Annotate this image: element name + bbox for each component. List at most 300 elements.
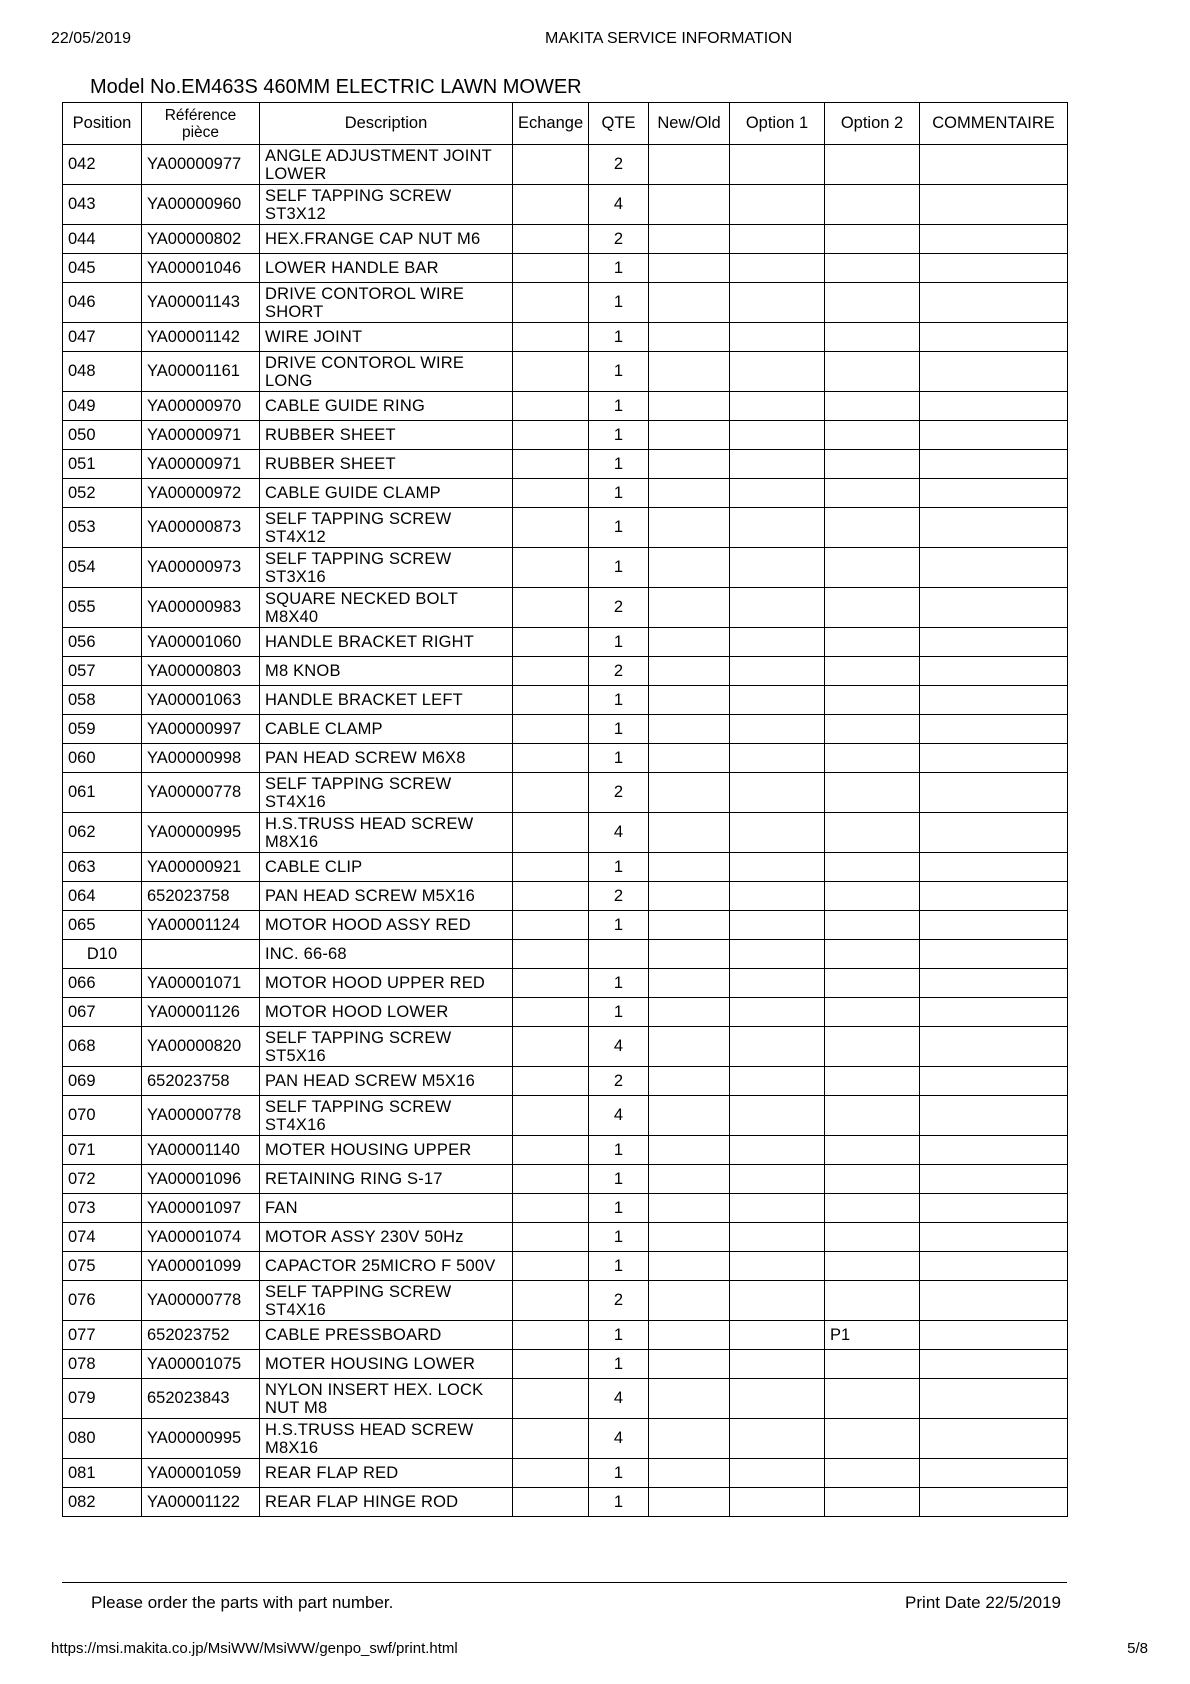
cell-option-2 (825, 421, 920, 450)
cell-reference: YA00001075 (142, 1350, 260, 1379)
cell-reference: YA00001142 (142, 323, 260, 352)
cell-description: MOTER HOUSING LOWER (260, 1350, 513, 1379)
cell-commentaire (920, 352, 1068, 392)
cell-description: CABLE CLAMP (260, 715, 513, 744)
cell-qte: 2 (589, 1281, 649, 1321)
cell-description: MOTOR ASSY 230V 50Hz (260, 1223, 513, 1252)
cell-new-old (649, 1459, 730, 1488)
cell-reference (142, 940, 260, 969)
cell-option-1 (730, 1067, 825, 1096)
table-row (63, 1419, 1068, 1459)
col-header-option-1: Option 1 (730, 103, 825, 145)
cell-new-old (649, 1321, 730, 1350)
cell-option-1 (730, 853, 825, 882)
cell-option-1 (730, 686, 825, 715)
cell-qte: 1 (589, 1488, 649, 1517)
cell-position: 081 (63, 1459, 142, 1488)
table-row (63, 998, 1068, 1027)
cell-commentaire (920, 421, 1068, 450)
table-row (63, 1459, 1068, 1488)
cell-qte: 2 (589, 1067, 649, 1096)
cell-echange (513, 1459, 589, 1488)
cell-echange (513, 744, 589, 773)
cell-position: 075 (63, 1252, 142, 1281)
cell-echange (513, 715, 589, 744)
cell-qte: 4 (589, 1027, 649, 1067)
table-row (63, 1165, 1068, 1194)
cell-reference: 652023843 (142, 1379, 260, 1419)
cell-option-2 (825, 969, 920, 998)
cell-description: SQUARE NECKED BOLT M8X40 (260, 588, 513, 628)
cell-qte: 1 (589, 254, 649, 283)
cell-description: DRIVE CONTOROL WIRE SHORT (260, 283, 513, 323)
cell-commentaire (920, 744, 1068, 773)
cell-qte: 4 (589, 185, 649, 225)
cell-echange (513, 588, 589, 628)
cell-commentaire (920, 940, 1068, 969)
cell-reference: YA00001140 (142, 1136, 260, 1165)
cell-option-2 (825, 1067, 920, 1096)
table-row (63, 715, 1068, 744)
table-row (63, 421, 1068, 450)
cell-option-1 (730, 1281, 825, 1321)
cell-new-old (649, 1281, 730, 1321)
cell-description: PAN HEAD SCREW M5X16 (260, 1067, 513, 1096)
cell-new-old (649, 940, 730, 969)
table-row (63, 813, 1068, 853)
table-row (63, 508, 1068, 548)
cell-qte: 2 (589, 145, 649, 185)
cell-reference: YA00001143 (142, 283, 260, 323)
cell-reference: YA00001046 (142, 254, 260, 283)
cell-option-2 (825, 1252, 920, 1281)
cell-position: 055 (63, 588, 142, 628)
cell-new-old (649, 715, 730, 744)
cell-commentaire (920, 1194, 1068, 1223)
cell-new-old (649, 1488, 730, 1517)
cell-option-2 (825, 1379, 920, 1419)
cell-echange (513, 1281, 589, 1321)
cell-echange (513, 773, 589, 813)
cell-qte: 1 (589, 1459, 649, 1488)
cell-commentaire (920, 715, 1068, 744)
cell-qte: 1 (589, 1136, 649, 1165)
cell-echange (513, 479, 589, 508)
cell-option-2 (825, 1281, 920, 1321)
cell-position: 079 (63, 1379, 142, 1419)
cell-new-old (649, 1379, 730, 1419)
cell-position: 058 (63, 686, 142, 715)
cell-qte: 4 (589, 1096, 649, 1136)
cell-reference: 652023758 (142, 1067, 260, 1096)
cell-description: RUBBER SHEET (260, 421, 513, 450)
cell-echange (513, 1379, 589, 1419)
cell-description: DRIVE CONTOROL WIRE LONG (260, 352, 513, 392)
cell-qte: 1 (589, 450, 649, 479)
cell-option-1 (730, 283, 825, 323)
cell-new-old (649, 479, 730, 508)
cell-echange (513, 911, 589, 940)
cell-qte: 1 (589, 352, 649, 392)
cell-commentaire (920, 283, 1068, 323)
cell-position: 044 (63, 225, 142, 254)
cell-qte: 1 (589, 283, 649, 323)
cell-option-2 (825, 686, 920, 715)
cell-commentaire (920, 392, 1068, 421)
cell-option-1 (730, 185, 825, 225)
cell-new-old (649, 911, 730, 940)
cell-option-1 (730, 254, 825, 283)
cell-qte: 1 (589, 323, 649, 352)
cell-option-2 (825, 392, 920, 421)
cell-commentaire (920, 657, 1068, 686)
cell-reference: YA00001071 (142, 969, 260, 998)
table-row (63, 588, 1068, 628)
cell-commentaire (920, 686, 1068, 715)
cell-option-2 (825, 998, 920, 1027)
table-row (63, 686, 1068, 715)
cell-description: H.S.TRUSS HEAD SCREW M8X16 (260, 813, 513, 853)
table-row (63, 185, 1068, 225)
cell-echange (513, 1252, 589, 1281)
cell-echange (513, 882, 589, 911)
cell-new-old (649, 283, 730, 323)
cell-option-1 (730, 323, 825, 352)
cell-echange (513, 969, 589, 998)
cell-commentaire (920, 1350, 1068, 1379)
cell-qte (589, 940, 649, 969)
cell-description: NYLON INSERT HEX. LOCK NUT M8 (260, 1379, 513, 1419)
cell-reference: YA00000778 (142, 773, 260, 813)
cell-qte: 1 (589, 1223, 649, 1252)
cell-new-old (649, 813, 730, 853)
cell-reference: 652023758 (142, 882, 260, 911)
cell-commentaire (920, 1252, 1068, 1281)
cell-new-old (649, 508, 730, 548)
table-row (63, 657, 1068, 686)
cell-commentaire (920, 773, 1068, 813)
cell-echange (513, 628, 589, 657)
cell-position: 064 (63, 882, 142, 911)
cell-commentaire (920, 882, 1068, 911)
cell-option-1 (730, 657, 825, 686)
cell-qte: 1 (589, 421, 649, 450)
cell-reference: YA00001122 (142, 1488, 260, 1517)
table-row (63, 1281, 1068, 1321)
cell-new-old (649, 1419, 730, 1459)
cell-new-old (649, 882, 730, 911)
cell-reference: YA00000997 (142, 715, 260, 744)
cell-echange (513, 940, 589, 969)
cell-new-old (649, 450, 730, 479)
cell-reference: YA00000921 (142, 853, 260, 882)
cell-new-old (649, 1096, 730, 1136)
cell-position: 066 (63, 969, 142, 998)
cell-position: 070 (63, 1096, 142, 1136)
cell-option-1 (730, 145, 825, 185)
cell-position: 053 (63, 508, 142, 548)
cell-position: 062 (63, 813, 142, 853)
cell-option-1 (730, 352, 825, 392)
cell-option-1 (730, 508, 825, 548)
cell-qte: 1 (589, 392, 649, 421)
cell-qte: 4 (589, 1379, 649, 1419)
cell-qte: 1 (589, 853, 649, 882)
cell-option-2 (825, 254, 920, 283)
cell-option-1 (730, 628, 825, 657)
table-row (63, 479, 1068, 508)
cell-option-1 (730, 548, 825, 588)
table-row (63, 911, 1068, 940)
cell-reference: 652023752 (142, 1321, 260, 1350)
cell-description: RUBBER SHEET (260, 450, 513, 479)
cell-description: MOTOR HOOD UPPER RED (260, 969, 513, 998)
cell-option-1 (730, 882, 825, 911)
cell-reference: YA00000977 (142, 145, 260, 185)
cell-echange (513, 998, 589, 1027)
table-row (63, 323, 1068, 352)
cell-option-2 (825, 1459, 920, 1488)
cell-option-2 (825, 1223, 920, 1252)
cell-commentaire (920, 1321, 1068, 1350)
col-header-option-2: Option 2 (825, 103, 920, 145)
cell-new-old (649, 352, 730, 392)
cell-reference: YA00000778 (142, 1096, 260, 1136)
cell-option-2 (825, 145, 920, 185)
cell-option-2 (825, 1027, 920, 1067)
cell-reference: YA00001063 (142, 686, 260, 715)
cell-reference: YA00000820 (142, 1027, 260, 1067)
cell-description: SELF TAPPING SCREW ST3X12 (260, 185, 513, 225)
table-row (63, 1350, 1068, 1379)
table-row (63, 969, 1068, 998)
cell-option-1 (730, 969, 825, 998)
cell-description: MOTER HOUSING UPPER (260, 1136, 513, 1165)
cell-reference: YA00001074 (142, 1223, 260, 1252)
cell-option-2 (825, 657, 920, 686)
cell-position: 065 (63, 911, 142, 940)
cell-echange (513, 421, 589, 450)
cell-qte: 1 (589, 969, 649, 998)
table-row (63, 548, 1068, 588)
cell-reference: YA00000995 (142, 1419, 260, 1459)
table-row (63, 392, 1068, 421)
cell-echange (513, 1165, 589, 1194)
cell-position: 057 (63, 657, 142, 686)
cell-new-old (649, 853, 730, 882)
cell-echange (513, 657, 589, 686)
cell-new-old (649, 1252, 730, 1281)
cell-new-old (649, 323, 730, 352)
cell-qte: 1 (589, 686, 649, 715)
cell-qte: 1 (589, 911, 649, 940)
cell-option-1 (730, 1252, 825, 1281)
cell-position: 059 (63, 715, 142, 744)
cell-reference: YA00000778 (142, 1281, 260, 1321)
cell-position: 060 (63, 744, 142, 773)
cell-reference: YA00000972 (142, 479, 260, 508)
cell-qte: 1 (589, 744, 649, 773)
cell-option-2 (825, 1194, 920, 1223)
cell-reference: YA00001097 (142, 1194, 260, 1223)
cell-echange (513, 508, 589, 548)
cell-description: FAN (260, 1194, 513, 1223)
cell-new-old (649, 1067, 730, 1096)
cell-reference: YA00000873 (142, 508, 260, 548)
cell-new-old (649, 185, 730, 225)
page-url: https://msi.makita.co.jp/MsiWW/MsiWW/genpo_swf/print.html (51, 1640, 458, 1657)
table-row (63, 744, 1068, 773)
cell-qte: 1 (589, 715, 649, 744)
cell-echange (513, 450, 589, 479)
table-row (63, 773, 1068, 813)
cell-qte: 1 (589, 1350, 649, 1379)
cell-option-2 (825, 548, 920, 588)
cell-position: 076 (63, 1281, 142, 1321)
cell-echange (513, 145, 589, 185)
cell-echange (513, 352, 589, 392)
cell-position: 067 (63, 998, 142, 1027)
col-header-qte: QTE (589, 103, 649, 145)
cell-position: 068 (63, 1027, 142, 1067)
cell-commentaire (920, 479, 1068, 508)
cell-position: 082 (63, 1488, 142, 1517)
cell-commentaire (920, 998, 1068, 1027)
table-row (63, 1027, 1068, 1067)
table-row (63, 352, 1068, 392)
table-row (63, 1252, 1068, 1281)
cell-reference: YA00000998 (142, 744, 260, 773)
cell-position: 042 (63, 145, 142, 185)
cell-option-2 (825, 940, 920, 969)
cell-description: CABLE GUIDE RING (260, 392, 513, 421)
cell-description: CAPACTOR 25MICRO F 500V (260, 1252, 513, 1281)
cell-position: 063 (63, 853, 142, 882)
table-row (63, 1223, 1068, 1252)
cell-description: HEX.FRANGE CAP NUT M6 (260, 225, 513, 254)
cell-position: D10 (63, 940, 142, 969)
cell-new-old (649, 744, 730, 773)
cell-qte: 1 (589, 1165, 649, 1194)
cell-reference: YA00001096 (142, 1165, 260, 1194)
cell-option-2 (825, 1488, 920, 1517)
cell-echange (513, 1223, 589, 1252)
header-title: MAKITA SERVICE INFORMATION (545, 30, 793, 47)
cell-commentaire (920, 1027, 1068, 1067)
cell-commentaire (920, 1136, 1068, 1165)
cell-description: CABLE CLIP (260, 853, 513, 882)
cell-description: RETAINING RING S-17 (260, 1165, 513, 1194)
cell-option-1 (730, 1488, 825, 1517)
cell-option-2 (825, 450, 920, 479)
cell-description: PAN HEAD SCREW M6X8 (260, 744, 513, 773)
cell-qte: 4 (589, 813, 649, 853)
cell-option-1 (730, 1096, 825, 1136)
cell-new-old (649, 1194, 730, 1223)
cell-qte: 1 (589, 508, 649, 548)
cell-option-2 (825, 715, 920, 744)
cell-option-2 (825, 323, 920, 352)
cell-commentaire (920, 588, 1068, 628)
cell-description: SELF TAPPING SCREW ST4X16 (260, 773, 513, 813)
cell-description: PAN HEAD SCREW M5X16 (260, 882, 513, 911)
cell-description: WIRE JOINT (260, 323, 513, 352)
cell-qte: 2 (589, 882, 649, 911)
cell-position: 046 (63, 283, 142, 323)
cell-commentaire (920, 323, 1068, 352)
cell-position: 072 (63, 1165, 142, 1194)
cell-position: 049 (63, 392, 142, 421)
cell-new-old (649, 1165, 730, 1194)
cell-commentaire (920, 1281, 1068, 1321)
cell-option-2 (825, 773, 920, 813)
cell-position: 056 (63, 628, 142, 657)
cell-reference: YA00001059 (142, 1459, 260, 1488)
cell-position: 080 (63, 1419, 142, 1459)
cell-option-1 (730, 421, 825, 450)
cell-commentaire (920, 548, 1068, 588)
cell-position: 078 (63, 1350, 142, 1379)
cell-option-2 (825, 628, 920, 657)
cell-echange (513, 1350, 589, 1379)
cell-reference: YA00000970 (142, 392, 260, 421)
cell-option-2 (825, 352, 920, 392)
cell-position: 054 (63, 548, 142, 588)
cell-position: 045 (63, 254, 142, 283)
cell-option-2: P1 (825, 1321, 920, 1350)
cell-echange (513, 185, 589, 225)
cell-description: SELF TAPPING SCREW ST4X12 (260, 508, 513, 548)
cell-option-2 (825, 185, 920, 225)
cell-echange (513, 1067, 589, 1096)
table-row (63, 1379, 1068, 1419)
cell-qte: 2 (589, 773, 649, 813)
cell-reference: YA00000971 (142, 450, 260, 479)
cell-option-1 (730, 715, 825, 744)
cell-new-old (649, 628, 730, 657)
cell-qte: 1 (589, 998, 649, 1027)
cell-description: SELF TAPPING SCREW ST3X16 (260, 548, 513, 588)
cell-option-1 (730, 1459, 825, 1488)
page-number: 5/8 (1127, 1640, 1148, 1657)
cell-echange (513, 392, 589, 421)
cell-option-2 (825, 283, 920, 323)
cell-new-old (649, 392, 730, 421)
cell-echange (513, 813, 589, 853)
cell-option-1 (730, 450, 825, 479)
order-note: Please order the parts with part number. (91, 1593, 394, 1612)
cell-new-old (649, 588, 730, 628)
table-row (63, 1067, 1068, 1096)
cell-reference: YA00000995 (142, 813, 260, 853)
cell-option-2 (825, 479, 920, 508)
cell-commentaire (920, 508, 1068, 548)
cell-description: SELF TAPPING SCREW ST4X16 (260, 1281, 513, 1321)
cell-qte: 2 (589, 657, 649, 686)
cell-commentaire (920, 450, 1068, 479)
cell-commentaire (920, 1488, 1068, 1517)
cell-new-old (649, 686, 730, 715)
cell-echange (513, 323, 589, 352)
cell-qte: 1 (589, 548, 649, 588)
col-header-echange: Echange (513, 103, 589, 145)
cell-qte: 2 (589, 588, 649, 628)
cell-new-old (649, 998, 730, 1027)
cell-position: 050 (63, 421, 142, 450)
cell-commentaire (920, 185, 1068, 225)
cell-new-old (649, 1027, 730, 1067)
cell-commentaire (920, 1459, 1068, 1488)
